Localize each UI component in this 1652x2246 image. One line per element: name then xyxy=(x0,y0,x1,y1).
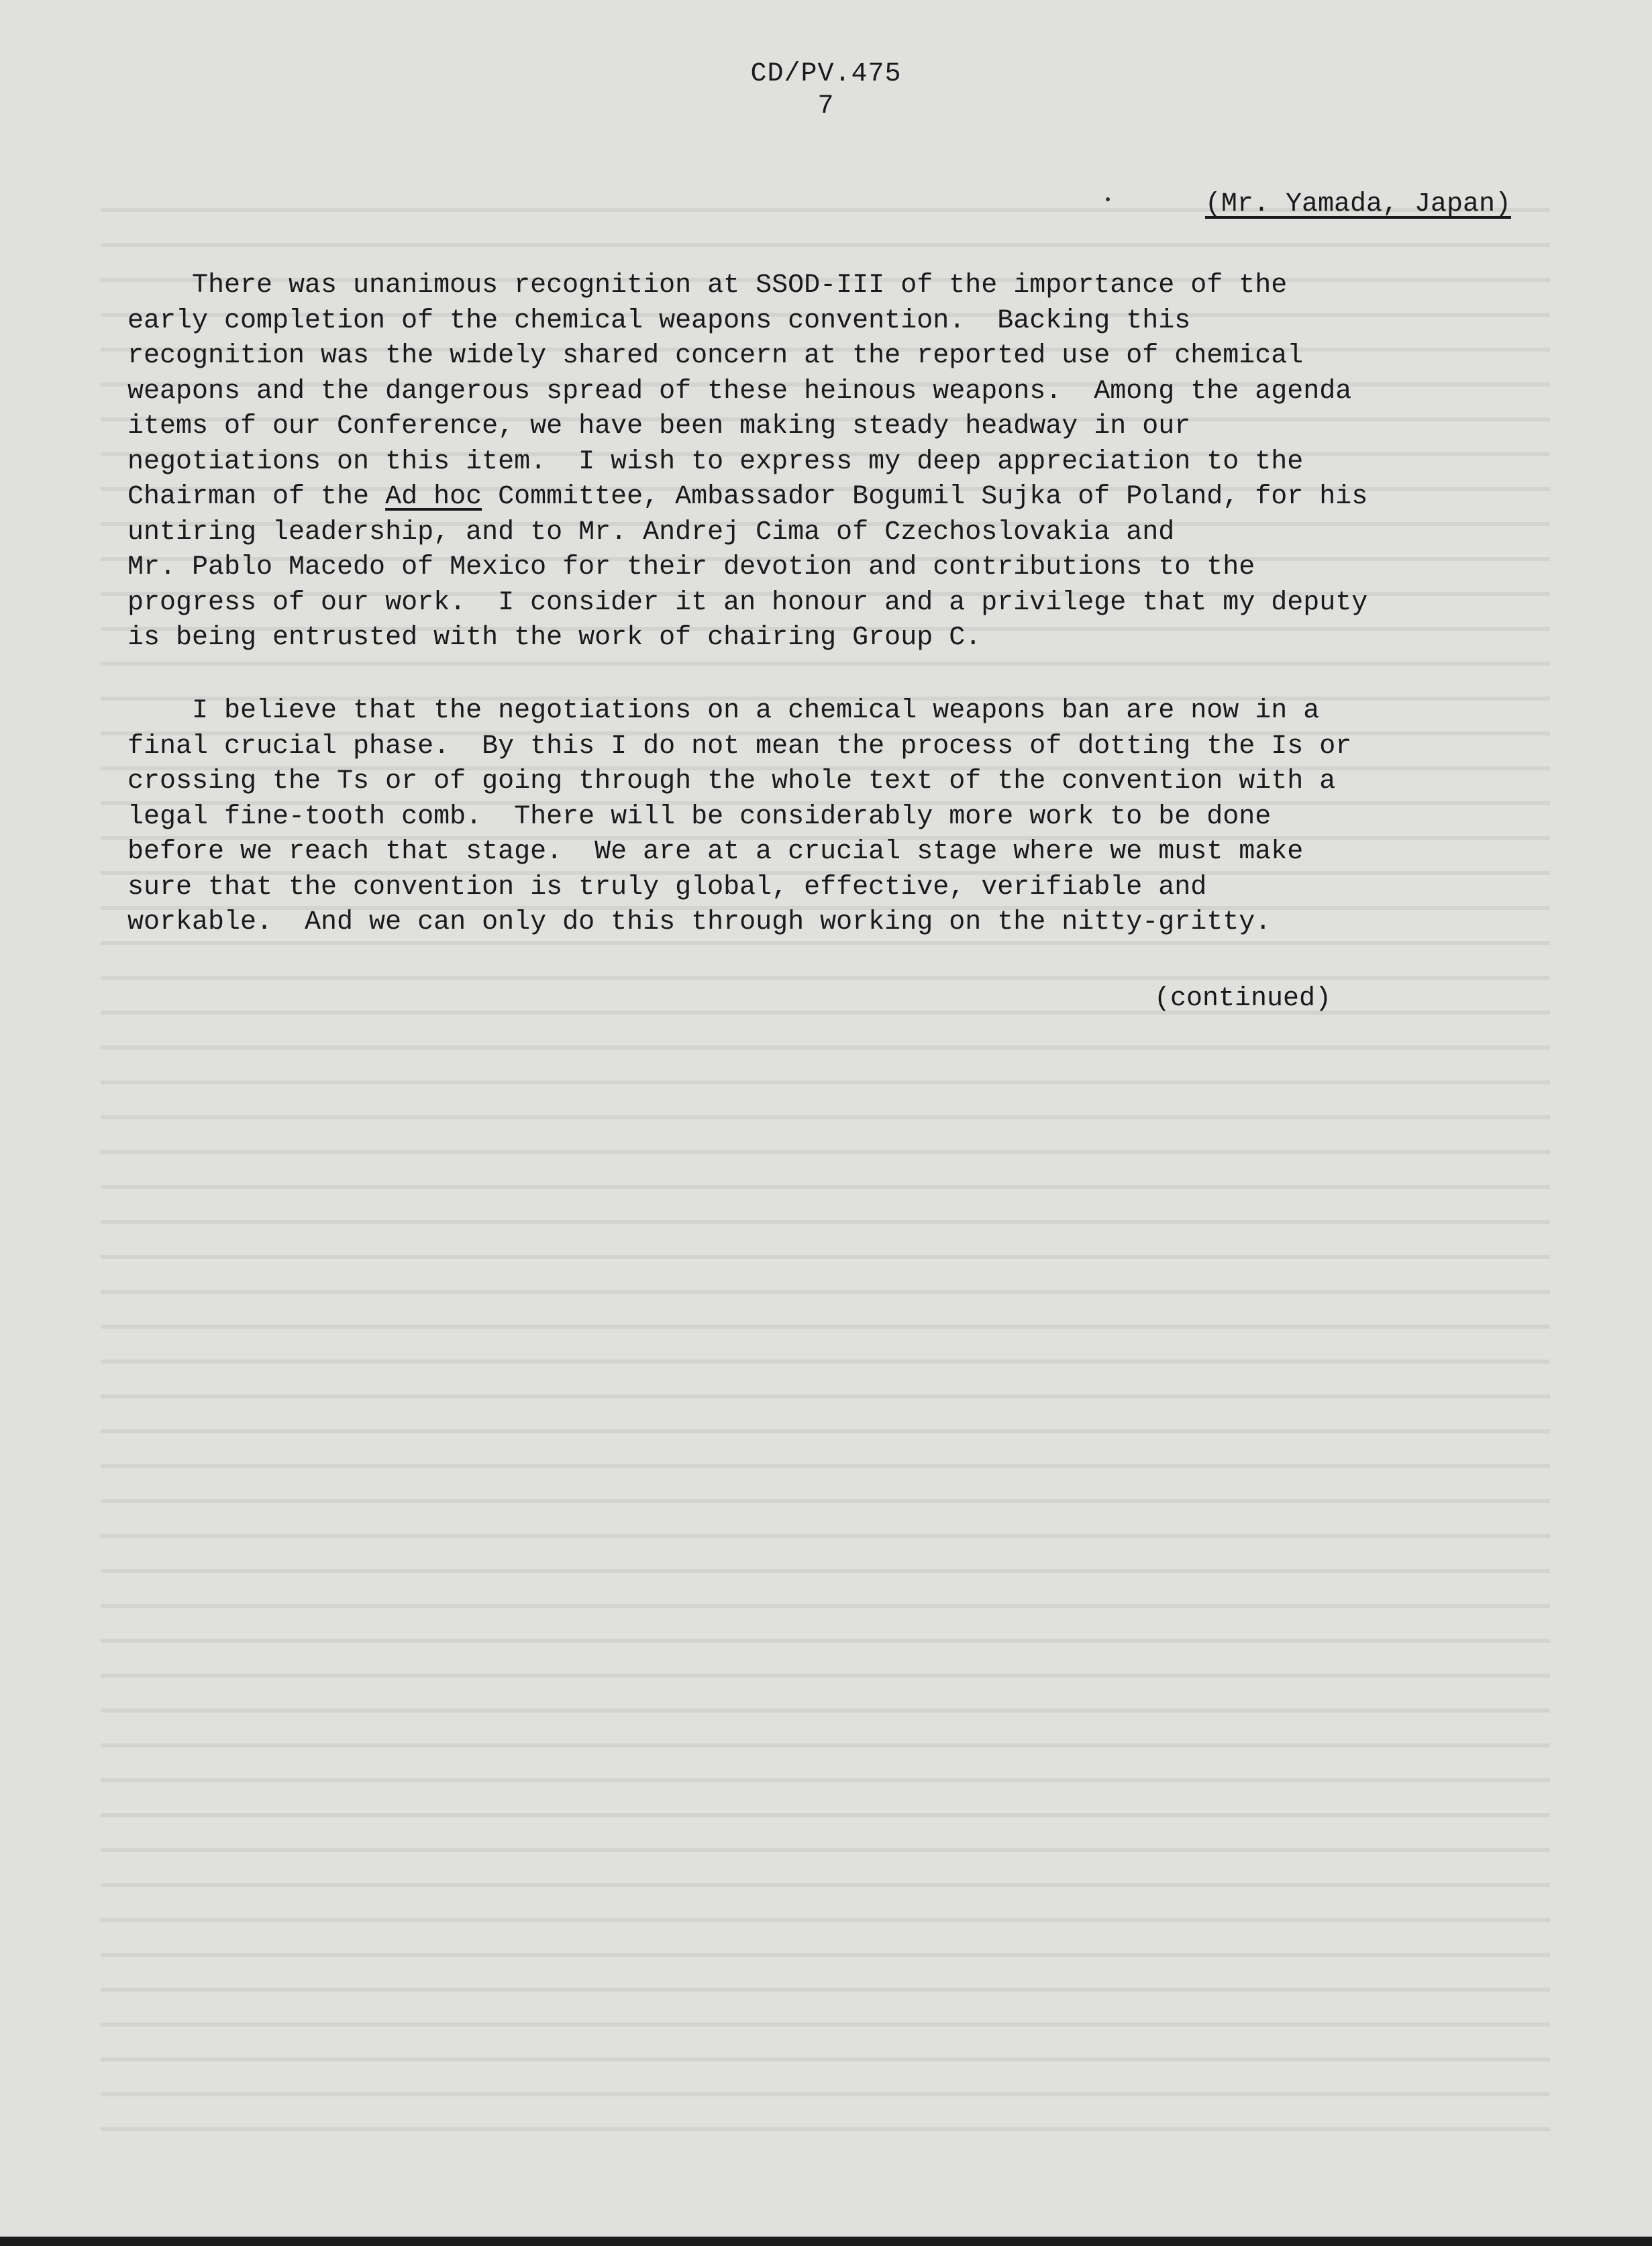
paragraph-line: progress of our work. I consider it an honour and a privilege that my deputy xyxy=(127,587,1368,618)
paragraph-line: workable. And we can only do this through working on the nitty-gritty. xyxy=(127,907,1272,937)
stray-mark xyxy=(1106,197,1110,201)
paragraph-line: negotiations on this item. I wish to express my deep appreciation to the xyxy=(127,446,1304,477)
paragraph-line: items of our Conference, we have been making steady headway in our xyxy=(127,411,1191,442)
paragraph-line: weapons and the dangerous spread of these heinous weapons. Among the agenda xyxy=(127,376,1352,407)
continued-marker: (continued) xyxy=(1154,984,1332,1014)
paragraph-line: crossing the Ts or of going through the whole text of the convention with a xyxy=(127,766,1336,797)
paragraph-line: untiring leadership, and to Mr. Andrej Cima of Czechoslovakia and xyxy=(127,517,1175,548)
paragraph-line: I believe that the negotiations on a chemical weapons ban are now in a xyxy=(127,696,1320,726)
paragraph-line: before we reach that stage. We are at a crucial stage where we must make xyxy=(127,837,1304,867)
speaker-attribution: (Mr. Yamada, Japan) xyxy=(1204,189,1511,219)
page-number: 7 xyxy=(817,91,835,121)
paragraph-line xyxy=(127,480,1510,515)
paragraph-line: is being entrusted with the work of chairing Group C. xyxy=(127,623,982,653)
paragraph-2 xyxy=(127,694,1510,941)
paragraph-1 xyxy=(127,268,1510,656)
paragraph-line: There was unanimous recognition at SSOD-III of the importance of the xyxy=(127,270,1288,301)
scan-bottom-edge xyxy=(0,2237,1652,2246)
paragraph-line: early completion of the chemical weapons convention. Backing this xyxy=(127,305,1191,336)
document-symbol: CD/PV.475 xyxy=(750,59,902,89)
paragraph-line: legal fine-tooth comb. There will be considerably more work to be done xyxy=(127,801,1272,832)
paragraph-line: sure that the convention is truly global, effective, verifiable and xyxy=(127,872,1207,903)
line-start: Chairman of the xyxy=(127,482,386,512)
paragraph-line: recognition was the widely shared concern at the reported use of chemical xyxy=(127,341,1304,371)
ad-hoc-underlined: Ad hoc xyxy=(385,482,482,512)
paragraph-line: final crucial phase. By this I do not mean the process of dotting the Is or xyxy=(127,731,1352,762)
paragraph-line: Mr. Pablo Macedo of Mexico for their devotion and contributions to the xyxy=(127,552,1255,582)
line-rest: Committee, Ambassador Bogumil Sujka of Poland, for his xyxy=(482,482,1368,512)
